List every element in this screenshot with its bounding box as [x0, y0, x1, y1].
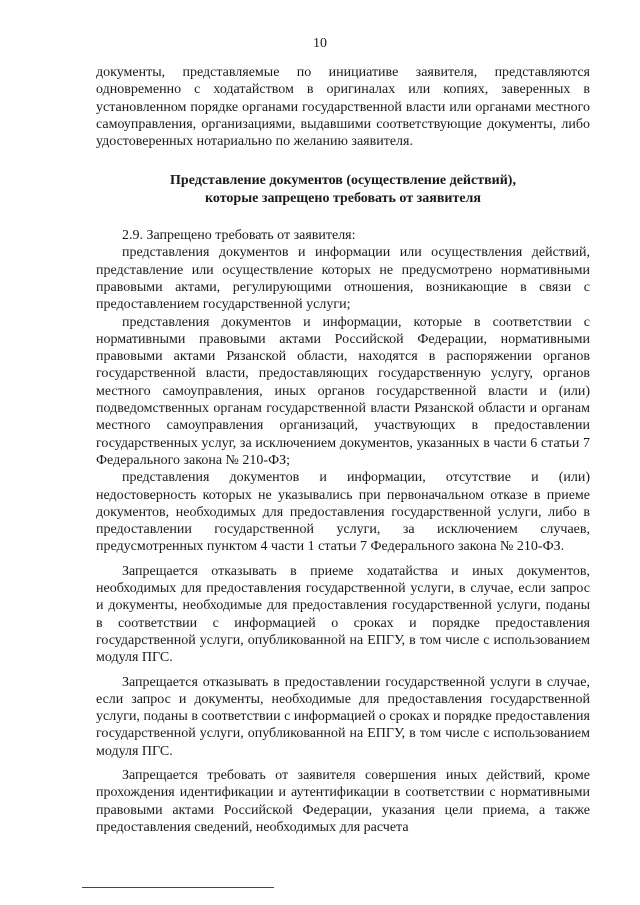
page-number: 10: [313, 36, 327, 51]
paragraph-2-9: 2.9. Запрещено требовать от заявителя:: [122, 228, 356, 244]
section-heading-line-1: Представление документов (осуществление действий),: [170, 173, 516, 189]
paragraph-other-actions: Запрещается требовать от заявителя совершения иных действий, кроме прохождения идентификации и аутентификации в соответствии с нормативными правовыми актами Российской Федерации, указания цели приема, а также предоставления сведений, необходимых для расчета: [96, 767, 590, 835]
paragraph-prohibition-1: представления документов и информации или осуществления действий, представление или осуществление которых не предусмотрено нормативными правовыми актами, регулирующими отношения, возникающие в связи с предоставлением государственной услуги;: [96, 245, 590, 313]
section-heading-line-2: которые запрещено требовать от заявителя: [205, 190, 481, 206]
document-body: [96, 64, 590, 836]
footnote-divider: [82, 887, 274, 888]
paragraph-prohibition-2: представления документов и информации, которые в соответствии с нормативными правовыми актами Российской Федерации, нормативными правовыми актами Рязанской области, находятся в распоряжении органов государственной власти, предоставляющих государственную услугу, органов местного самоуправления, иных органов государственной власти и (или) подведомственных органам государственной власти Рязанской области и органам местного самоуправления организаций, участвующих в предоставлении государственных услуг, за исключением документов, указанных в части 6 статьи 7 Федерального закона № 210-ФЗ;: [96, 314, 590, 468]
section-heading: [96, 172, 590, 207]
paragraph-documents-originals: документы, представляемые по инициативе заявителя, представляются одновременно с ходатайством в оригиналах или копиях, заверенных в установленном порядке органами государственной власти или органами местного самоуправления, организациями, выдавшими соответствующие документы, либо удостоверенных нотариально по желанию заявителя.: [96, 65, 590, 150]
paragraph-refusal-provision: Запрещается отказывать в предоставлении государственной услуги в случае, если запрос и документы, необходимые для предоставления государственной услуги, поданы в соответствии с информацией о сроках и порядке предоставления государственной услуги, опубликованной на ЕПГУ, в том числе с использованием модуля ПГС.: [96, 674, 590, 759]
paragraph-prohibition-3: представления документов и информации, отсутствие и (или) недостоверность которых не указывались при первоначальном отказе в приеме документов, необходимых для предоставления государственной услуги, либо в предоставлении государственной услуги, за исключением случаев, предусмотренных пунктом 4 части 1 статьи 7 Федерального закона № 210-ФЗ.: [96, 470, 590, 555]
paragraph-refusal-acceptance: Запрещается отказывать в приеме ходатайства и иных документов, необходимых для предоставления государственной услуги, в случае, если запрос и документы, необходимые для предоставления государственной услуги, поданы в соответствии с информацией о сроках и порядке предоставления государственной услуги, опубликованной на ЕПГУ, в том числе с использованием модуля ПГС.: [96, 563, 590, 666]
